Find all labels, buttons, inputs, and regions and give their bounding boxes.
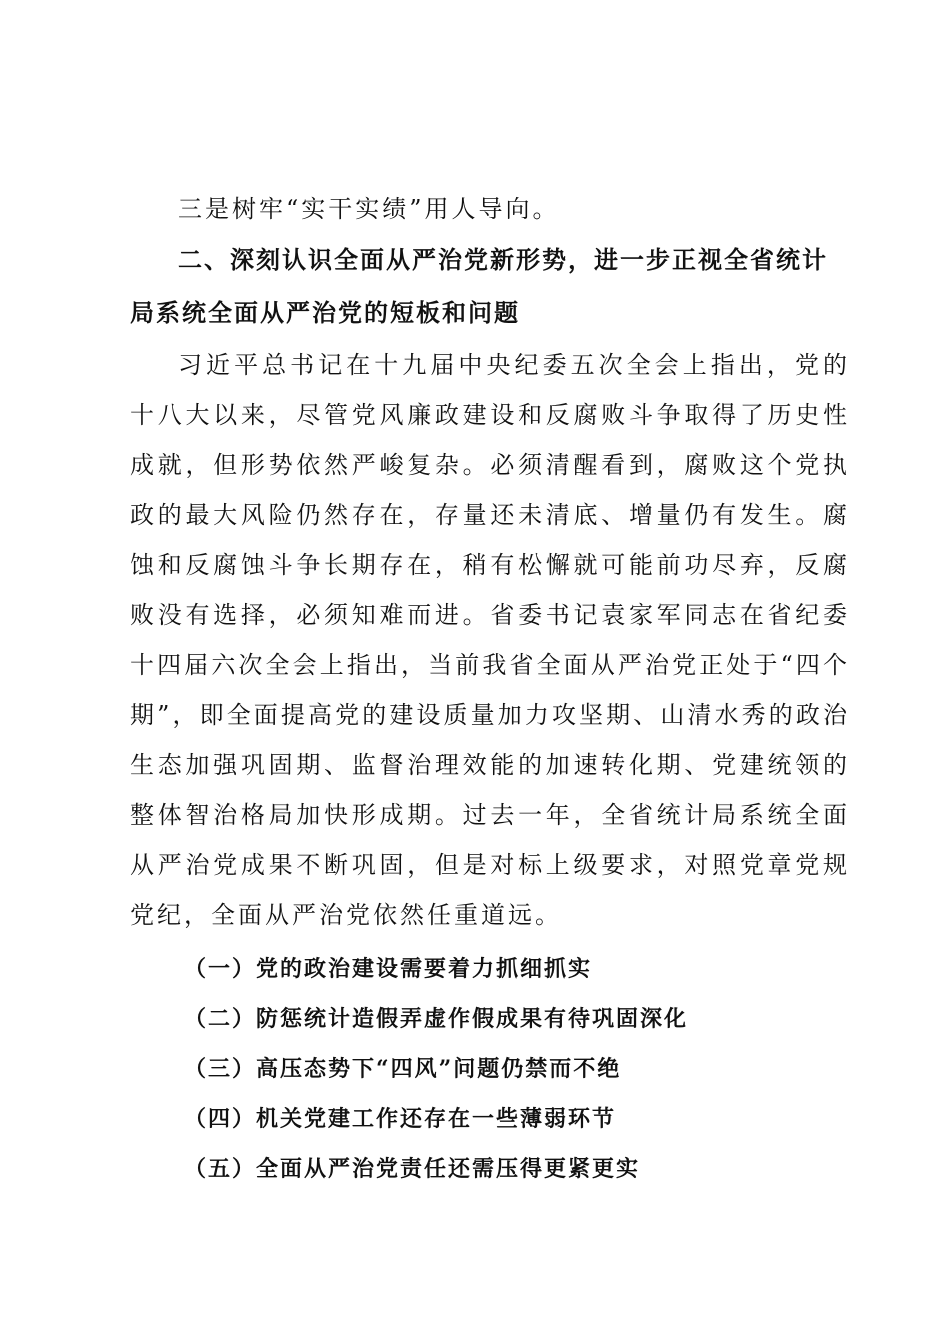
document-body	[130, 184, 850, 1194]
subheading-5: （五）全面从严治党责任还需压得更紧更实	[184, 1156, 641, 1182]
subheading-1: （一）党的政治建设需要着力抓细抓实	[184, 956, 593, 982]
subheading-3: （三）高压态势下“四风”问题仍禁而不绝	[184, 1056, 622, 1082]
section-title: 二、深刻认识全面从严治党新形势，进一步正视全省统计局系统全面从严治党的短板和问题	[130, 246, 828, 327]
subheading-4: （四）机关党建工作还存在一些薄弱环节	[184, 1106, 617, 1132]
body-paragraph: 习近平总书记在十九届中央纪委五次全会上指出，党的十八大以来，尽管党风廉政建设和反腐败斗争取得了历史性成就，但形势依然严峻复杂。必须清醒看到，腐败这个党执政的最大风险仍然存在，存量还未清底、增量仍有发生。腐蚀和反腐蚀斗争长期存在，稍有松懈就可能前功尽弃，反腐败没有选择，必须知难而进。省委书记袁家军同志在省纪委十四届六次全会上指出，当前我省全面从严治党正处于“四个期”，即全面提高党的建设质量加力攻坚期、山清水秀的政治生态加强巩固期、监督治理效能的加速转化期、党建统领的整体智治格局加快形成期。过去一年，全省统计局系统全面从严治党成果不断巩固，但是对标上级要求，对照党章党规党纪，全面从严治党依然任重道远。	[130, 351, 850, 929]
subheading-2: （二）防惩统计造假弄虚作假成果有待巩固深化	[184, 1006, 689, 1032]
intro-line: 三是树牢“实干实绩”用人导向。	[178, 195, 560, 223]
subheading-list	[130, 944, 850, 1194]
